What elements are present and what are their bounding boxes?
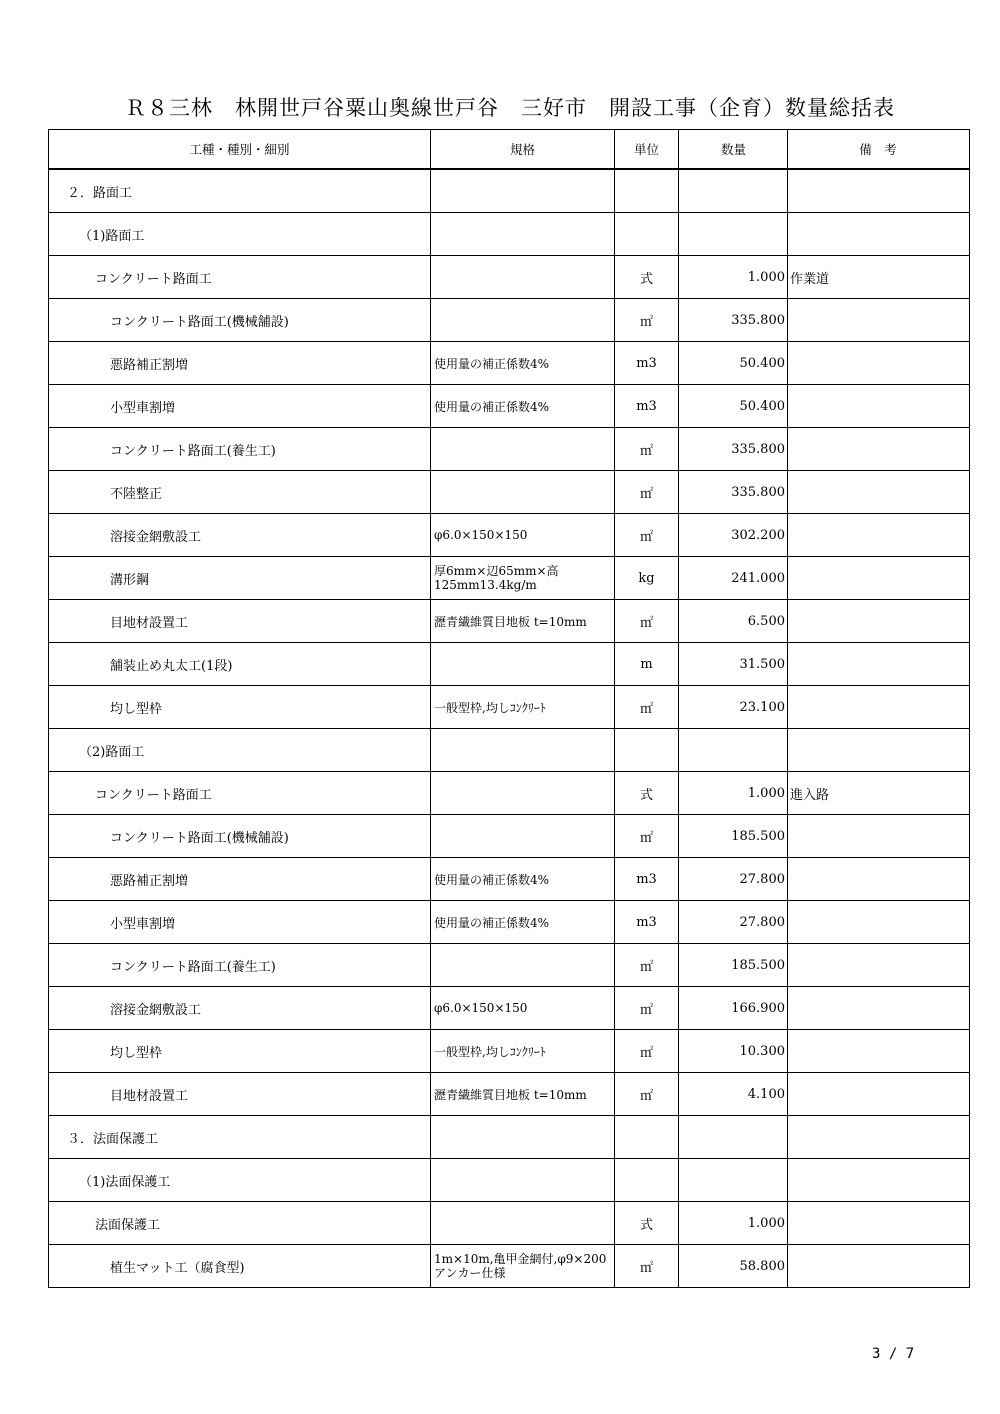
cell-qty: 185.500 — [679, 815, 788, 858]
cell-unit: ㎡ — [615, 815, 679, 858]
cell-note — [788, 169, 970, 213]
header-spec: 規格 — [431, 130, 615, 170]
table-row — [49, 901, 970, 944]
cell-qty: 31.500 — [679, 643, 788, 686]
cell-name: （2)路面工 — [49, 729, 431, 772]
cell-unit: m3 — [615, 342, 679, 385]
table-row — [49, 428, 970, 471]
cell-name: 溶接金網敷設工 — [49, 987, 431, 1030]
cell-name: 目地材設置工 — [49, 1073, 431, 1116]
cell-spec — [431, 1116, 615, 1159]
cell-unit: ㎡ — [615, 514, 679, 557]
table-row — [49, 600, 970, 643]
cell-qty — [679, 169, 788, 213]
table-row — [49, 729, 970, 772]
cell-name: 均し型枠 — [49, 686, 431, 729]
cell-note — [788, 471, 970, 514]
cell-qty: 6.500 — [679, 600, 788, 643]
cell-unit — [615, 213, 679, 256]
table-row — [49, 385, 970, 428]
cell-name: 不陸整正 — [49, 471, 431, 514]
cell-qty: 335.800 — [679, 299, 788, 342]
table-row — [49, 342, 970, 385]
page-number: 3 / 7 — [872, 1346, 915, 1362]
cell-qty: 27.800 — [679, 858, 788, 901]
cell-note — [788, 1030, 970, 1073]
cell-unit: kg — [615, 557, 679, 600]
cell-unit: ㎡ — [615, 1073, 679, 1116]
cell-name: コンクリート路面工(機械舗設) — [49, 299, 431, 342]
cell-qty: 1.000 — [679, 772, 788, 815]
cell-note — [788, 815, 970, 858]
cell-spec — [431, 169, 615, 213]
table-row — [49, 815, 970, 858]
table-row — [49, 1116, 970, 1159]
table-row — [49, 1245, 970, 1288]
cell-spec: 使用量の補正係数4% — [431, 901, 615, 944]
cell-unit: ㎡ — [615, 944, 679, 987]
cell-note — [788, 557, 970, 600]
cell-spec — [431, 256, 615, 299]
cell-name: 目地材設置工 — [49, 600, 431, 643]
cell-note — [788, 643, 970, 686]
header-unit: 単位 — [615, 130, 679, 170]
cell-name: 悪路補正割増 — [49, 858, 431, 901]
cell-note — [788, 1245, 970, 1288]
cell-name: （1)路面工 — [49, 213, 431, 256]
cell-unit: ㎡ — [615, 1030, 679, 1073]
cell-name: コンクリート路面工(養生工) — [49, 944, 431, 987]
cell-spec: φ6.0×150×150 — [431, 987, 615, 1030]
cell-spec: 瀝青繊維質目地板 t=10mm — [431, 1073, 615, 1116]
cell-note — [788, 1073, 970, 1116]
cell-spec — [431, 299, 615, 342]
cell-spec: 使用量の補正係数4% — [431, 342, 615, 385]
cell-unit: ㎡ — [615, 471, 679, 514]
cell-name: コンクリート路面工 — [49, 256, 431, 299]
cell-note — [788, 901, 970, 944]
cell-unit: m3 — [615, 385, 679, 428]
cell-note — [788, 514, 970, 557]
cell-unit — [615, 1159, 679, 1202]
cell-qty — [679, 1116, 788, 1159]
cell-qty: 335.800 — [679, 428, 788, 471]
cell-note — [788, 944, 970, 987]
cell-note: 作業道 — [788, 256, 970, 299]
cell-name: 植生マット工（腐食型) — [49, 1245, 431, 1288]
cell-qty: 302.200 — [679, 514, 788, 557]
cell-unit: 式 — [615, 772, 679, 815]
table-header-row — [49, 130, 970, 170]
cell-spec — [431, 643, 615, 686]
cell-spec — [431, 1159, 615, 1202]
cell-qty — [679, 1159, 788, 1202]
cell-unit: ㎡ — [615, 428, 679, 471]
table-row — [49, 1030, 970, 1073]
cell-unit: 式 — [615, 1202, 679, 1245]
cell-name: ２．路面工 — [49, 169, 431, 213]
cell-name: （1)法面保護工 — [49, 1159, 431, 1202]
cell-note — [788, 428, 970, 471]
cell-unit: ㎡ — [615, 1245, 679, 1288]
cell-qty: 1.000 — [679, 256, 788, 299]
table-body — [49, 169, 970, 1288]
table-row — [49, 256, 970, 299]
cell-unit — [615, 169, 679, 213]
cell-note — [788, 342, 970, 385]
cell-note — [788, 858, 970, 901]
cell-spec — [431, 729, 615, 772]
cell-qty: 1.000 — [679, 1202, 788, 1245]
cell-note: 進入路 — [788, 772, 970, 815]
cell-note — [788, 987, 970, 1030]
table-row — [49, 557, 970, 600]
cell-unit: 式 — [615, 256, 679, 299]
cell-name: コンクリート路面工(機械舗設) — [49, 815, 431, 858]
cell-name: 溝形鋼 — [49, 557, 431, 600]
cell-qty: 166.900 — [679, 987, 788, 1030]
cell-name: 悪路補正割増 — [49, 342, 431, 385]
header-note: 備 考 — [788, 130, 970, 170]
cell-name: 小型車割増 — [49, 385, 431, 428]
cell-note — [788, 299, 970, 342]
cell-qty: 27.800 — [679, 901, 788, 944]
cell-note — [788, 1159, 970, 1202]
cell-spec — [431, 772, 615, 815]
cell-name: 均し型枠 — [49, 1030, 431, 1073]
cell-note — [788, 213, 970, 256]
cell-spec — [431, 428, 615, 471]
cell-note — [788, 385, 970, 428]
cell-qty: 23.100 — [679, 686, 788, 729]
cell-unit: ㎡ — [615, 987, 679, 1030]
cell-note — [788, 1116, 970, 1159]
cell-qty — [679, 729, 788, 772]
cell-qty: 58.800 — [679, 1245, 788, 1288]
cell-spec — [431, 1202, 615, 1245]
cell-qty: 335.800 — [679, 471, 788, 514]
cell-unit — [615, 729, 679, 772]
header-qty: 数量 — [679, 130, 788, 170]
header-name: 工種・種別・細別 — [49, 130, 431, 170]
cell-qty: 50.400 — [679, 342, 788, 385]
cell-name: 溶接金網敷設工 — [49, 514, 431, 557]
cell-unit: ㎡ — [615, 600, 679, 643]
table-row — [49, 299, 970, 342]
cell-unit: m — [615, 643, 679, 686]
cell-spec: 一般型枠,均しｺﾝｸﾘｰﾄ — [431, 1030, 615, 1073]
cell-spec — [431, 944, 615, 987]
table-row — [49, 169, 970, 213]
table-row — [49, 944, 970, 987]
cell-note — [788, 729, 970, 772]
cell-name: 舗装止め丸太工(1段) — [49, 643, 431, 686]
cell-spec: 1m×10m,亀甲金網付,φ9×200アンカー仕様 — [431, 1245, 615, 1288]
cell-spec: 使用量の補正係数4% — [431, 385, 615, 428]
cell-unit — [615, 1116, 679, 1159]
cell-name: コンクリート路面工(養生工) — [49, 428, 431, 471]
table-row — [49, 643, 970, 686]
cell-note — [788, 1202, 970, 1245]
cell-unit: m3 — [615, 901, 679, 944]
cell-unit: ㎡ — [615, 299, 679, 342]
cell-note — [788, 600, 970, 643]
cell-unit: ㎡ — [615, 686, 679, 729]
cell-spec: φ6.0×150×150 — [431, 514, 615, 557]
table-row — [49, 471, 970, 514]
table-row — [49, 858, 970, 901]
cell-spec — [431, 815, 615, 858]
cell-spec: 一般型枠,均しｺﾝｸﾘｰﾄ — [431, 686, 615, 729]
table-row — [49, 772, 970, 815]
table-row — [49, 1202, 970, 1245]
cell-spec — [431, 471, 615, 514]
cell-note — [788, 686, 970, 729]
table-row — [49, 987, 970, 1030]
cell-spec: 厚6mm×辺65mm×高125mm13.4kg/m — [431, 557, 615, 600]
cell-name: 法面保護工 — [49, 1202, 431, 1245]
table-row — [49, 213, 970, 256]
page-title: Ｒ８三林 林開世戸谷粟山奥線世戸谷 三好市 開設工事（企育）数量総括表 — [125, 96, 895, 120]
cell-name: ３．法面保護工 — [49, 1116, 431, 1159]
cell-spec — [431, 213, 615, 256]
cell-spec: 使用量の補正係数4% — [431, 858, 615, 901]
cell-spec: 瀝青繊維質目地板 t=10mm — [431, 600, 615, 643]
cell-name: コンクリート路面工 — [49, 772, 431, 815]
cell-qty: 185.500 — [679, 944, 788, 987]
cell-qty: 241.000 — [679, 557, 788, 600]
cell-qty: 10.300 — [679, 1030, 788, 1073]
table-row — [49, 686, 970, 729]
table-row — [49, 1159, 970, 1202]
table-row — [49, 1073, 970, 1116]
quantity-summary-table — [48, 129, 970, 1288]
cell-qty: 4.100 — [679, 1073, 788, 1116]
table-row — [49, 514, 970, 557]
cell-name: 小型車割増 — [49, 901, 431, 944]
cell-qty — [679, 213, 788, 256]
cell-qty: 50.400 — [679, 385, 788, 428]
cell-unit: m3 — [615, 858, 679, 901]
